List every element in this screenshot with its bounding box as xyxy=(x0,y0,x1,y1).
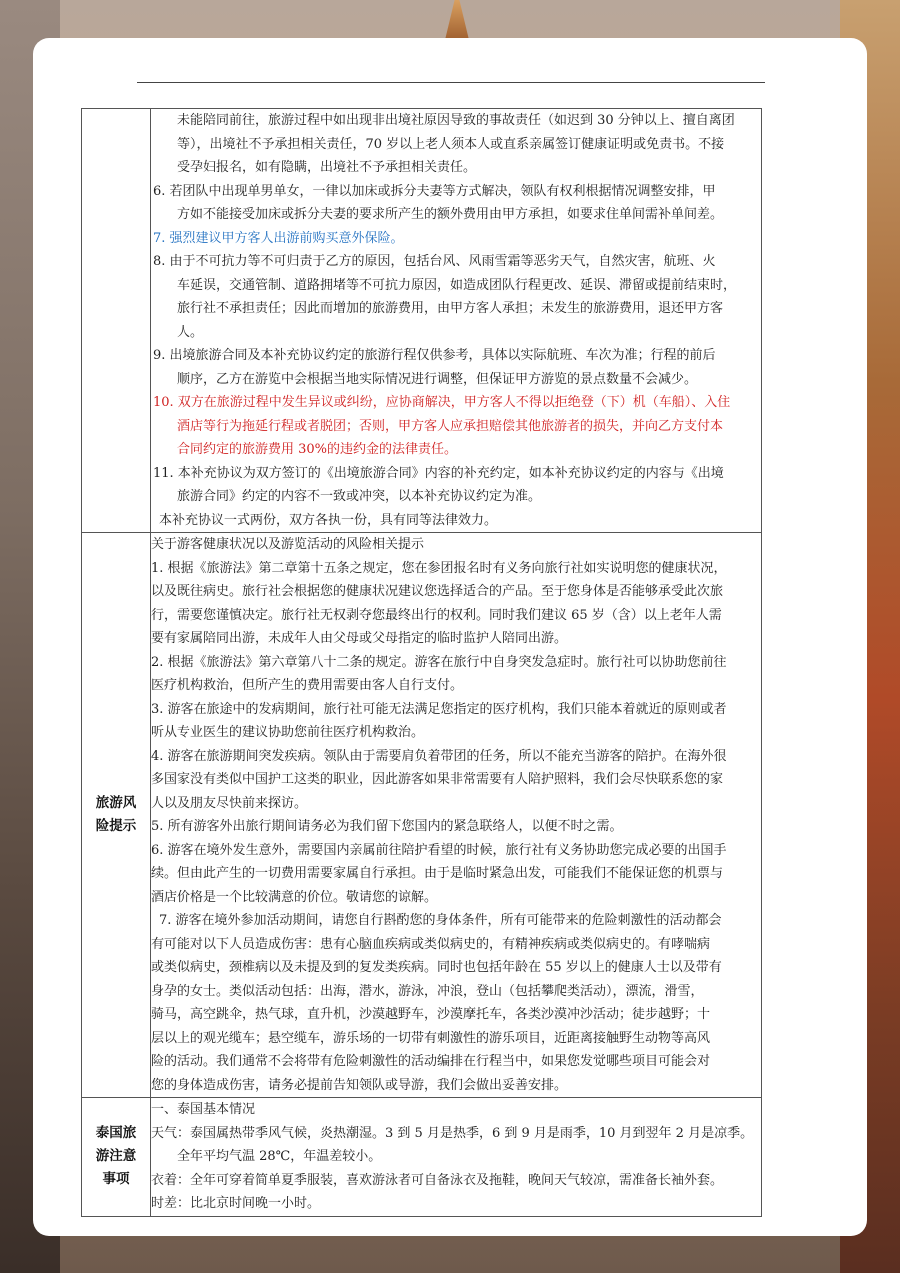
risk-line: 以及既往病史。旅行社会根据您的健康状况建议您选择适合的产品。至于您身体是否能够承受此次旅 xyxy=(151,584,724,599)
clause-line: 旅行社不承担责任；因此而增加的旅游费用，由甲方客人承担；未发生的旅游费用，退还甲方客 xyxy=(177,301,724,316)
row-label-line: 旅游风 xyxy=(95,795,137,811)
agreement-clauses xyxy=(151,109,762,533)
thailand-line: 时差：比北京时间晚一小时。 xyxy=(151,1196,321,1211)
row-label-thailand xyxy=(82,1098,151,1217)
row-label-line: 泰国旅 xyxy=(95,1125,137,1142)
row-label-risk xyxy=(82,533,151,1098)
clause-line: 11. 本补充协议为双方签订的《出境旅游合同》内容的补充约定，如本补充协议约定的内容与《出境 xyxy=(153,465,724,481)
risk-line: 2. 根据《旅游法》第六章第八十二条的规定。游客在旅行中自身突发急症时。旅行社可以协助您前往 xyxy=(151,654,727,670)
clause-line: 6. 若团队中出现单男单女，一律以加床或拆分夫妻等方式解决，领队有权利根据情况调整安排，甲 xyxy=(153,183,716,199)
clause-line: 7. 强烈建议甲方客人出游前购买意外保险。 xyxy=(153,230,404,246)
row-label-line: 事项 xyxy=(102,1171,130,1188)
risk-line: 5. 所有游客外出旅行期间请务必为我们留下您国内的紧急联络人，以便不时之需。 xyxy=(151,819,623,834)
thailand-line: 衣着：全年可穿着简单夏季服装，喜欢游泳者可自备泳衣及拖鞋，晚间天气较凉，需准备长袖外套。 xyxy=(151,1172,724,1188)
risk-line: 7. 游客在境外参加活动期间，请您自行斟酌您的身体条件，所有可能带来的危险刺激性的活动都会 xyxy=(159,913,722,928)
risk-line: 6. 游客在境外发生意外，需要国内亲属前往陪护看望的时候，旅行社有义务协助您完成必要的出国手 xyxy=(151,842,727,858)
risk-line: 要有家属陪同出游，未成年人由父母或父母指定的临时监护人陪同出游。 xyxy=(151,631,568,646)
thailand-line: 天气：泰国属热带季风气候，炎热潮湿。3 到 5 月是热季，6 到 9 月是雨季，10 月到翌年 2 月是凉季。 xyxy=(151,1125,754,1141)
risk-line: 续。但由此产生的一切费用需要家属自行承担。由于是临时紧急出发，可能我们不能保证您的机票与 xyxy=(151,866,724,881)
risk-line: 险的活动。我们通常不会将带有危险刺激性的活动编排在行程当中，如果您发觉哪些项目可能会对 xyxy=(151,1054,711,1069)
clause-line: 10. 双方在旅游过程中发生异议或纠纷，应协商解决，甲方客人不得以拒绝登（下）机（车船）、入住 xyxy=(153,395,731,410)
risk-line: 关于游客健康状况以及游览活动的风险相关提示 xyxy=(151,537,425,552)
risk-line: 人以及朋友尽快前来探访。 xyxy=(151,795,308,811)
risk-line: 听从专业医生的建议协助您前往医疗机构救治。 xyxy=(151,725,425,740)
table-row-agreement xyxy=(82,109,762,533)
header-rule xyxy=(137,82,765,83)
risk-line: 或类似病史，颈椎病以及未提及到的复发类疾病。同时也包括年龄在 55 岁以上的健康人士以及带有 xyxy=(151,960,722,975)
risk-line: 行，需要您谨慎决定。旅行社无权剥夺您最终出行的权利。同时我们建议 65 岁（含）以上老年人需 xyxy=(151,607,722,623)
document-table xyxy=(81,108,762,1217)
clause-line: 顺序，乙方在游览中会根据当地实际情况进行调整，但保证甲方游览的景点数量不会减少。 xyxy=(177,371,698,387)
thailand-line: 全年平均气温 28℃，年温差较小。 xyxy=(177,1149,382,1164)
risk-line: 多国家没有类似中国护工这类的职业，因此游客如果非常需要有人陪护照料，我们会尽快联系您的家 xyxy=(151,772,724,787)
row-label-agreement xyxy=(82,109,151,533)
risk-line: 4. 游客在旅游期间突发疾病。领队由于需要肩负着带团的任务，所以不能充当游客的陪护。在海外很 xyxy=(151,748,727,764)
clause-line: 未能陪同前往，旅游过程中如出现非出境社原因导致的事故责任（如迟到 30 分钟以上、擅自离团 xyxy=(177,113,735,128)
clause-line: 方如不能接受加床或拆分夫妻的要求所产生的额外费用由甲方承担，如要求住单间需补单间差。 xyxy=(177,207,724,222)
thailand-notes-content xyxy=(151,1098,762,1217)
clause-line: 旅游合同》约定的内容不一致或冲突，以本补充协议约定为准。 xyxy=(177,489,542,504)
clause-line: 9. 出境旅游合同及本补充协议约定的旅游行程仅供参考，具体以实际航班、车次为准；行程的前后 xyxy=(153,348,716,363)
clause-line: 等），出境社不予承担相关责任，70 岁以上老人须本人或直系亲属签订健康证明或免责书。不接 xyxy=(177,136,725,152)
row-label-line: 游注意 xyxy=(95,1148,137,1165)
clause-line: 8. 由于不可抗力等不可归责于乙方的原因，包括台风、风雨雪霜等恶劣天气，自然灾害，航班、火 xyxy=(153,254,716,269)
risk-line: 骑马，高空跳伞，热气球，直升机，沙漠越野车，沙漠摩托车，各类沙漠冲沙活动；徒步越野；十 xyxy=(151,1007,711,1022)
clause-line: 酒店等行为拖延行程或者脱团；否则，甲方客人应承担赔偿其他旅游者的损失，并向乙方支付本 xyxy=(177,418,724,434)
table-row-risk xyxy=(82,533,762,1098)
clause-line: 本补充协议一式两份，双方各执一份，具有同等法律效力。 xyxy=(159,512,498,528)
table-row-thailand xyxy=(82,1098,762,1217)
risk-notice-content xyxy=(151,533,762,1098)
risk-line: 身孕的女士。类似活动包括：出海，潜水，游泳，冲浪，登山（包括攀爬类活动），漂流，滑雪， xyxy=(151,983,704,999)
clause-line: 车延误，交通管制、道路拥堵等不可抗力原因，如造成团队行程更改、延误、滞留或提前结束时， xyxy=(177,277,737,293)
clause-line: 合同约定的旅游费用 30%的违约金的法律责任。 xyxy=(177,442,458,457)
risk-line: 医疗机构救治，但所产生的费用需要由客人自行支付。 xyxy=(151,678,464,693)
risk-line: 3. 游客在旅途中的发病期间，旅行社可能无法满足您指定的医疗机构，我们只能本着就近的原则或者 xyxy=(151,701,727,717)
thailand-line: 一、泰国基本情况 xyxy=(151,1102,256,1117)
risk-line: 层以上的观光缆车；悬空缆车，游乐场的一切带有刺激性的游乐项目，近距离接触野生动物等高风 xyxy=(151,1030,711,1046)
clause-line: 人。 xyxy=(177,324,204,340)
risk-line: 有可能对以下人员造成伤害：患有心脑血疾病或类似病史的，有精神疾病或类似病史的。有哮喘病 xyxy=(151,936,711,952)
risk-line: 1. 根据《旅游法》第二章第十五条之规定，您在参团报名时有义务向旅行社如实说明您的健康状况， xyxy=(151,560,727,576)
clause-line: 受孕妇报名，如有隐瞒，出境社不予承担相关责任。 xyxy=(177,160,477,175)
background-spire xyxy=(445,0,469,40)
row-label-line: 险提示 xyxy=(95,818,137,834)
risk-line: 酒店价格是一个比较满意的价位。敬请您的谅解。 xyxy=(151,889,438,905)
risk-line: 您的身体造成伤害，请务必提前告知领队或导游，我们会做出妥善安排。 xyxy=(151,1077,568,1093)
